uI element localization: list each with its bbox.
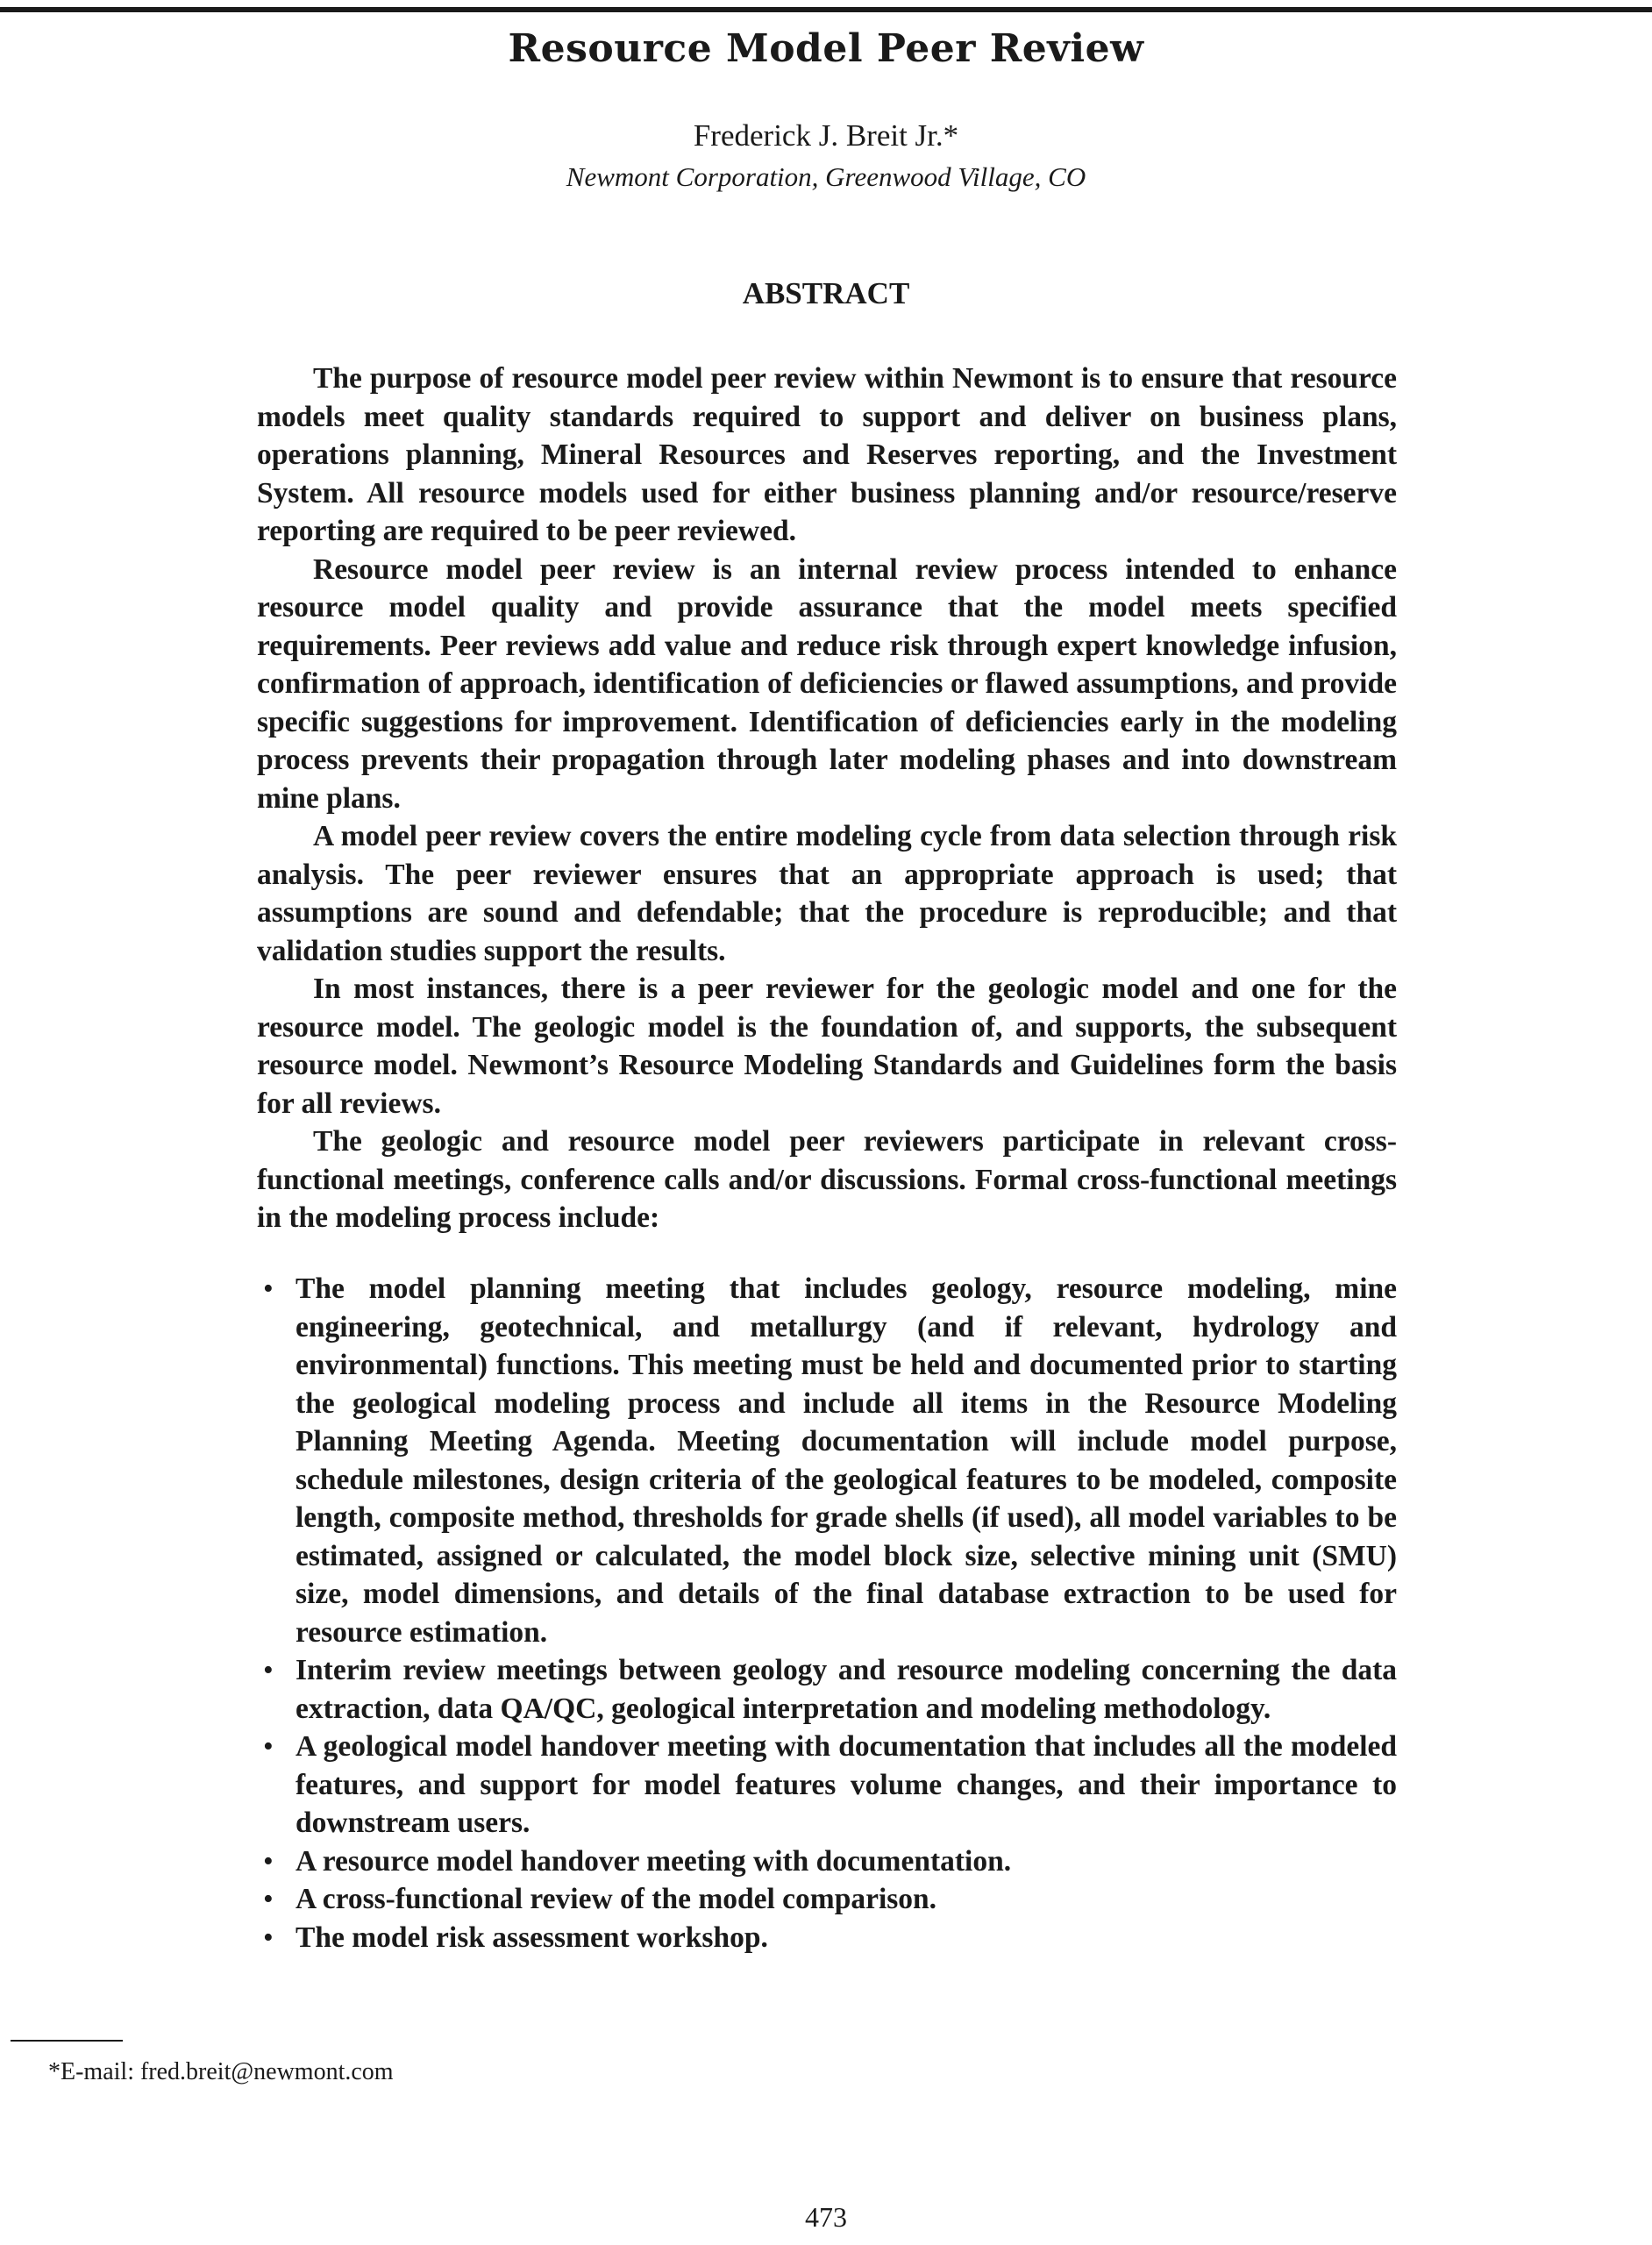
list-item (257, 1728, 1397, 1842)
abstract-paragraph: Resource model peer review is an internal review process intended to enhance resource model quality and provide assurance that the model meets specified requirements. Peer reviews add value and reduce risk through expert knowledge infusion, confirmation of approach, identification of deficiencies or flawed assumptions, and provide specific suggestions for improvement. Identification of deficiencies early in the modeling process prevents their propagation through later modeling phases and into downstream mine plans. (257, 552, 1397, 815)
list-item-text: A cross-functional review of the model comparison. (296, 1883, 937, 1915)
list-item (257, 1880, 1397, 1919)
list-item-text: A resource model handover meeting with documentation. (296, 1844, 1012, 1878)
page-number: 473 (805, 2201, 847, 2233)
bullet-icon: • (263, 1883, 274, 1915)
abstract-paragraph: The geologic and resource model peer reviewers participate in relevant cross-functional meetings, conference calls and/or discussions. Formal cross-functional meetings in the modeling process include: (257, 1125, 1397, 1234)
list-item-text: A geological model handover meeting with documentation that includes all the modeled features, and support for model features volume changes, and their importance to downstream users. (296, 1730, 1397, 1839)
bullet-icon: • (263, 1921, 274, 1954)
abstract-body (257, 360, 1397, 1237)
abstract-paragraph: In most instances, there is a peer reviewer for the geologic model and one for the resource model. The geologic model is the foundation of, and supports, the subsequent resource model. Newmont’s Resource Modeling Standards and Guidelines form the basis for all reviews. (257, 973, 1397, 1120)
bullet-icon: • (263, 1844, 274, 1878)
abstract-paragraph: The purpose of resource model peer review within Newmont is to ensure that resource models meet quality standards required to support and deliver on business plans, operations planning, Mineral Resources and Reserves reporting, and the Investment System. All resource models used for either business planning and/or resource/reserve reporting are required to be peer reviewed. (257, 362, 1397, 547)
bullet-icon: • (263, 1654, 274, 1686)
list-item-text: The model planning meeting that includes geology, resource modeling, mine engineering, geotechnical, and metallurgy (and if relevant, hydrology and environmental) functions. This meeting must be held and documented prior to starting the geological modeling process and include all items in the Resource Modeling Planning Meeting Agenda. Meeting documentation will include model purpose, schedule milestones, design criteria of the geological features to be modeled, composite length, composite method, thresholds for grade shells (if used), all model variables to be estimated, assigned or calculated, the model block size, selective mining unit (SMU) size, model dimensions, and details of the final database extraction to be used for resource estimation. (296, 1272, 1397, 1649)
list-item (257, 1270, 1397, 1651)
list-item-text: Interim review meetings between geology and resource modeling concerning the data extraction, data QA/QC, geological interpretation and modeling methodology. (296, 1654, 1397, 1725)
list-item (257, 1842, 1397, 1881)
footnote-divider (11, 2040, 123, 2042)
abstract-paragraph: A model peer review covers the entire modeling cycle from data selection through risk analysis. The peer reviewer ensures that an appropriate approach is used; that assumptions are sound and defendable; that the procedure is reproducible; and that validation studies support the results. (257, 820, 1397, 967)
list-item (257, 1919, 1397, 1957)
top-rule (0, 7, 1652, 12)
bullet-icon: • (263, 1272, 274, 1305)
author-affiliation: Newmont Corporation, Greenwood Village, CO (566, 161, 1086, 192)
author-name: Frederick J. Breit Jr.* (693, 118, 959, 153)
bullet-icon: • (263, 1730, 274, 1763)
paper-title: Resource Model Peer Review (508, 26, 1144, 71)
footnote-email: *E-mail: fred.breit@newmont.com (48, 2058, 394, 2085)
meeting-list (257, 1270, 1397, 1956)
list-item (257, 1651, 1397, 1728)
list-item-text: The model risk assessment workshop. (296, 1921, 768, 1954)
abstract-heading: ABSTRACT (742, 276, 910, 310)
